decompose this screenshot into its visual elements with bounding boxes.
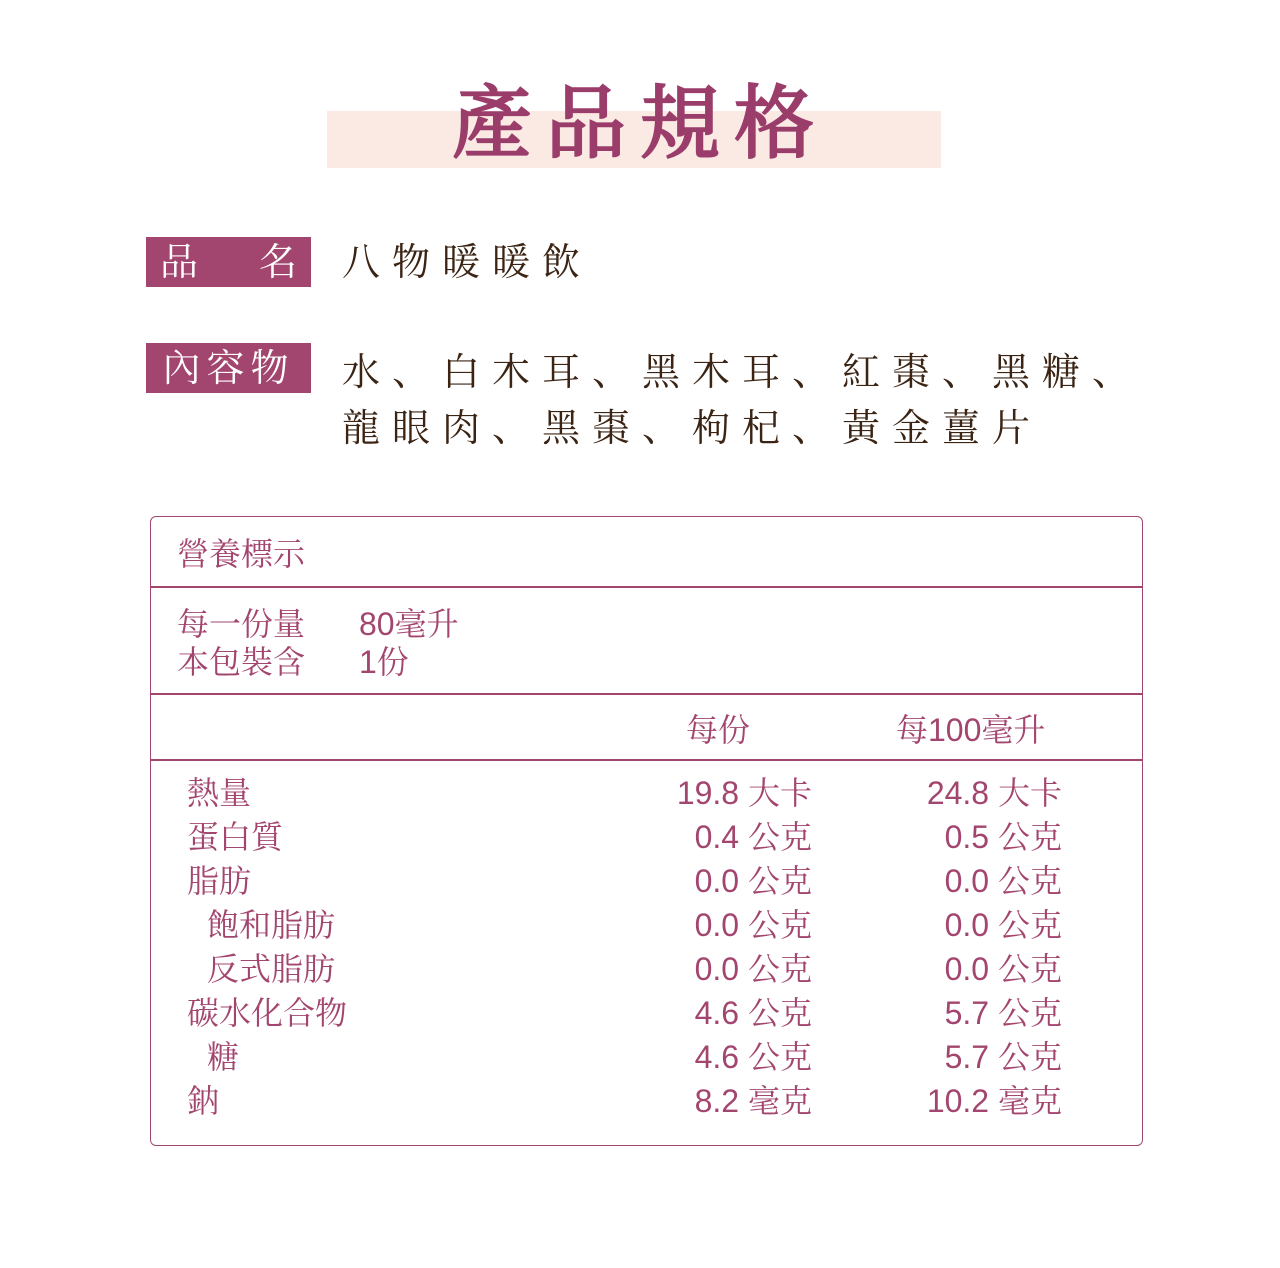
- nutrient-per-serving: 8.2 毫克: [694, 1083, 812, 1119]
- serving-size-value: 80毫升: [359, 606, 459, 642]
- ingredients-label: 內容物: [146, 343, 311, 393]
- nutrient-per-serving: 0.0 公克: [694, 907, 812, 943]
- nutrient-row: [151, 947, 1142, 991]
- nutrient-per-serving: 19.8 大卡: [676, 775, 812, 811]
- nutrient-name: 熱量: [187, 774, 252, 812]
- nutrient-per-100ml: 0.0 公克: [944, 907, 1062, 943]
- nutrient-row: [151, 771, 1142, 815]
- divider: [151, 586, 1142, 588]
- nutrient-name: 碳水化合物: [187, 994, 348, 1032]
- product-name-label-char-2: 名: [258, 240, 297, 284]
- nutrient-row: [151, 903, 1142, 947]
- column-header-per-serving: 每份: [686, 711, 751, 749]
- nutrient-per-100ml: 5.7 公克: [944, 1039, 1062, 1075]
- nutrient-row: [151, 1079, 1142, 1123]
- product-name-label-char-1: 品: [160, 240, 199, 284]
- servings-value: 1份: [359, 644, 409, 680]
- divider: [151, 759, 1142, 761]
- divider: [151, 693, 1142, 695]
- nutrition-facts-table: [150, 516, 1143, 1146]
- nutrient-per-100ml: 0.0 公克: [944, 863, 1062, 899]
- nutrient-per-100ml: 10.2 毫克: [926, 1083, 1062, 1119]
- nutrient-name: 飽和脂肪: [207, 906, 336, 944]
- serving-info: [177, 605, 459, 681]
- ingredients-value: [342, 344, 1142, 456]
- nutrient-row: [151, 991, 1142, 1035]
- nutrient-per-serving: 4.6 公克: [694, 995, 812, 1031]
- nutrient-per-serving: 0.0 公克: [694, 951, 812, 987]
- nutrient-per-100ml: 0.5 公克: [944, 819, 1062, 855]
- nutrient-name: 脂肪: [187, 862, 252, 900]
- nutrient-per-100ml: 24.8 大卡: [926, 775, 1062, 811]
- column-header-per-100ml: 每100毫升: [896, 712, 1046, 748]
- nutrient-name: 蛋白質: [187, 818, 284, 856]
- nutrient-name: 鈉: [187, 1082, 220, 1120]
- nutrient-per-100ml: 0.0 公克: [944, 951, 1062, 987]
- nutrient-per-serving: 0.4 公克: [694, 819, 812, 855]
- nutrient-per-serving: 0.0 公克: [694, 863, 812, 899]
- nutrient-name: 糖: [207, 1038, 240, 1076]
- serving-size-label: 每一份量: [177, 605, 306, 643]
- product-name-label: [146, 237, 311, 287]
- servings-label: 本包裝含: [177, 643, 306, 681]
- nutrient-per-serving: 4.6 公克: [694, 1039, 812, 1075]
- nutrient-row: [151, 815, 1142, 859]
- page-title: 產品規格: [452, 76, 828, 170]
- nutrient-name: 反式脂肪: [207, 950, 336, 988]
- ingredients-line-1: 水、白木耳、黑木耳、紅棗、黑糖、: [342, 350, 1143, 394]
- nutrient-rows: [151, 771, 1142, 1123]
- ingredients-line-2: 龍眼肉、黑棗、枸杞、黃金薑片: [342, 406, 1043, 450]
- nutrient-row: [151, 859, 1142, 903]
- nutrient-row: [151, 1035, 1142, 1079]
- nutrient-per-100ml: 5.7 公克: [944, 995, 1062, 1031]
- nutrition-title: 營養標示: [177, 535, 306, 573]
- product-name-value: 八物暖暖飲: [342, 240, 593, 284]
